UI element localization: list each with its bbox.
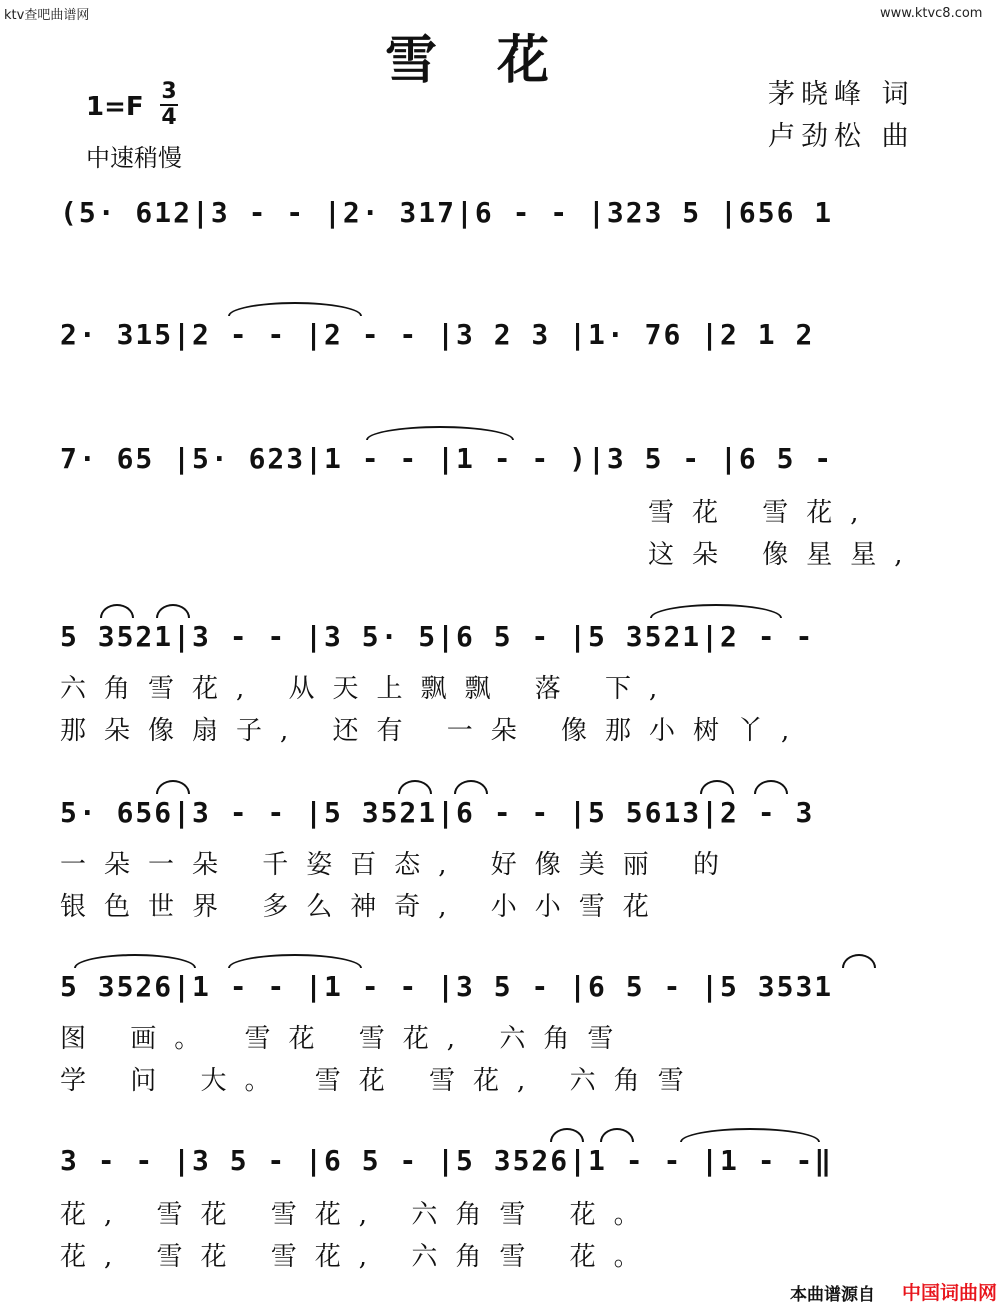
song-title: 雪花 [385, 30, 610, 91]
score-row-2 [60, 302, 950, 382]
slur-arc [754, 780, 788, 794]
tie-arc [366, 426, 514, 440]
tie-arc [680, 1128, 820, 1142]
tie-arc [650, 604, 782, 618]
source-site-logo: 中国词曲网 [902, 1282, 998, 1304]
lyric-verse-1: 一朵一朵 千姿百态, 好像美丽 的 [60, 850, 738, 880]
time-signature-top: 3 [161, 79, 177, 104]
site-watermark-right: www.ktvc8.com [880, 6, 983, 21]
slur-arc [550, 1128, 584, 1142]
time-signature [160, 80, 178, 130]
slur-arc [454, 780, 488, 794]
lyric-verse-1: 六角雪花, 从天上飘飘 落 下, [60, 674, 676, 704]
key-signature: 1=F [86, 92, 144, 122]
time-signature-bottom: 4 [161, 105, 177, 130]
composer-credit: 卢劲松 曲 [768, 121, 915, 152]
notation-line: 5· 656|3 - - |5 3521|6 - - |5 5613|2 - 3 [60, 796, 815, 829]
notation-line: 7· 65 |5· 623|1 - - |1 - - )|3 5 - |6 5 - [60, 442, 834, 475]
slur-arc [156, 604, 190, 618]
site-watermark-left: ktv查吧曲谱网 [4, 8, 90, 23]
slur-arc [398, 780, 432, 794]
lyric-verse-2: 银色世界 多么神奇, 小小雪花 [60, 892, 667, 922]
tie-arc [74, 954, 196, 968]
lyric-verse-2: 花, 雪花 雪花, 六角雪 花。 [60, 1242, 658, 1272]
source-label: 本曲谱源自 [790, 1285, 875, 1305]
lyric-verse-1: 花, 雪花 雪花, 六角雪 花。 [60, 1200, 658, 1230]
slur-arc [100, 604, 134, 618]
notation-line: (5· 612|3 - - |2· 317|6 - - |323 5 |656 1 [60, 196, 834, 229]
lyricist-credit: 茅晓峰 词 [768, 79, 915, 110]
notation-line: 5 3526|1 - - |1 - - |3 5 - |6 5 - |5 3531 [60, 970, 834, 1003]
lyric-verse-1: 雪花 雪花, [648, 498, 877, 528]
lyric-verse-2: 这朵 像星星, [648, 540, 921, 570]
lyric-verse-2: 那朵像扇子, 还有 一朵 像那小树丫, [60, 716, 808, 746]
slur-arc [600, 1128, 634, 1142]
slur-arc [700, 780, 734, 794]
score-row-1 [60, 180, 950, 260]
tie-arc [228, 954, 362, 968]
tempo-marking: 中速稍慢 [86, 144, 182, 172]
notation-line: 3 - - |3 5 - |6 5 - |5 3526|1 - - |1 - -‖ [60, 1144, 834, 1177]
slur-arc [842, 954, 876, 968]
tie-arc [228, 302, 362, 316]
notation-line: 5 3521|3 - - |3 5· 5|6 5 - |5 3521|2 - - [60, 620, 815, 653]
slur-arc [156, 780, 190, 794]
notation-line: 2· 315|2 - - |2 - - |3 2 3 |1· 76 |2 1 2 [60, 318, 815, 351]
lyric-verse-2: 学 问 大。 雪花 雪花, 六角雪 [60, 1066, 702, 1096]
lyric-verse-1: 图 画。 雪花 雪花, 六角雪 [60, 1024, 632, 1054]
